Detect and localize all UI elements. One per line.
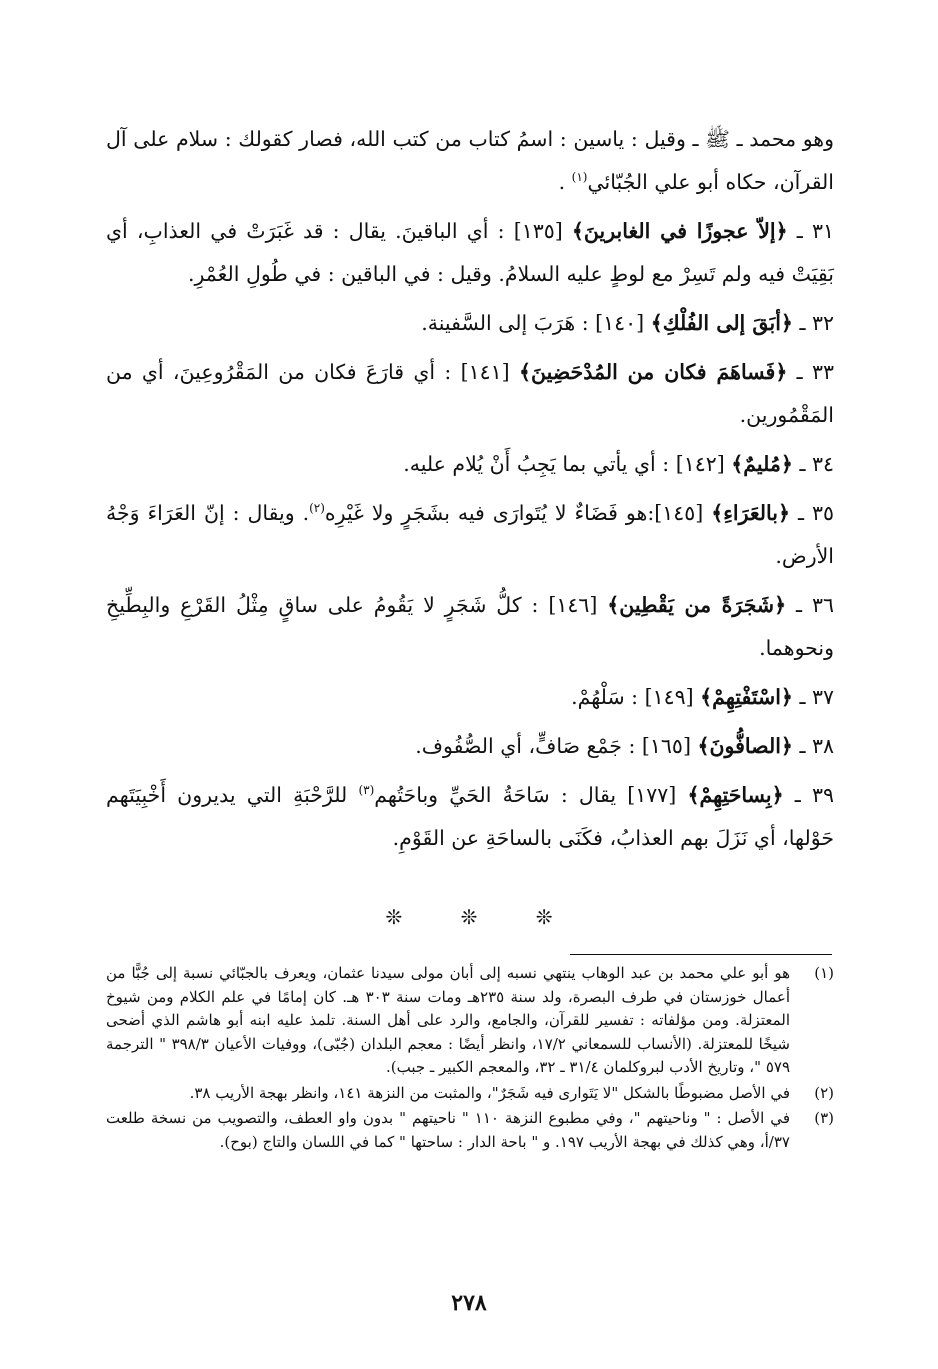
entry-text: : أي قارَعَ فكان من المَقْرُوعِينَ، أي من المَقْمُورين.	[106, 360, 834, 427]
footnote-text: في الأصل مضبوطًا بالشكل "لا يَتَوارى فيه شَجَرٌ"، والمثبت من النزهة ١٤١، وانظر بهجة الأريب ٣٨.	[189, 1083, 790, 1102]
footnote-marker[interactable]: (٢)	[309, 501, 325, 516]
entry-36	[106, 584, 834, 670]
entry-text: : هَرَبَ إلى السَّفينة.	[421, 311, 596, 335]
entry-text: : سَلْهُمْ.	[571, 685, 645, 709]
footnote-item	[106, 962, 834, 1080]
entry-34	[106, 443, 834, 486]
entry-text: :هو فَضَاءٌ لا يُتَوارَى فيه بشَجَرٍ ولا غَيْرِه	[324, 501, 655, 525]
quran-quote: ﴿الصافُّونَ﴾	[697, 734, 793, 758]
asterism-star-icon: ❊	[385, 905, 403, 929]
intro-paragraph	[106, 118, 834, 204]
quran-quote: ﴿فَساهَمَ فكان من المُدْحَضِينَ﴾	[518, 360, 788, 384]
asterism-star-icon: ❊	[535, 905, 553, 929]
intro-end: .	[558, 170, 572, 194]
entry-31	[106, 210, 834, 296]
quran-quote: ﴿أبَقَ إلى الفُلْكِ﴾	[650, 311, 793, 335]
footnote-text: هو أبو علي محمد بن عبد الوهاب ينتهي نسبه إلى أبان مولى سيدنا عثمان، ويعرف بالجبّائي نسبة إلى جُبًّا من أعمال خوزستان في طرف البصرة، ولد سنة ٢٣٥هـ ومات سنة ٣٠٣ هـ. كان إمامًا في علم الكلام ومن شيوخ المعتزلة. ومن مؤلفاته : تفسير للقرآن، والجامع، والرد على أهل السنة. تلمذ عليه ابنه أبو هاشم الذي أضحى شيخًا للمعتزلة. (الأنساب للسمعاني ١٧/٢، وانظر أيضًا : معجم البلدان (جُبّى)، ووفيات الأعيان ٣٩٨/٣ " الترجمة ٥٧٩ "، وتاريخ الأدب لبروكلمان ٣١/٤ ـ ٣٢، والمعجم الكبير ـ جبب).	[106, 964, 791, 1076]
entry-text-after: . ويقال : إنّ العَرَاءَ وَجْهُ الأرض.	[106, 501, 834, 568]
quran-quote: ﴿بِساحَتِهِمْ﴾	[687, 783, 784, 807]
entry-number: ٣١ ـ	[796, 219, 834, 243]
verse-reference: [١٤١]	[460, 360, 510, 384]
entry-text-after: للرَّحْبَةِ التي يديرون أَخْبِيَتَهم حَوْلها، أي نَزَلَ بهم العذابُ، فكَنَى بالساحَةِ عن القَوْمِ.	[106, 783, 834, 850]
quran-quote: ﴿إلاّ عجوزًا في الغابرينَ﴾	[571, 219, 788, 243]
footnote-divider	[570, 954, 832, 955]
entry-39	[106, 774, 834, 860]
page-number: ٢٧٨	[451, 1290, 487, 1316]
quran-quote: ﴿مُليمٌ﴾	[731, 452, 793, 476]
verse-reference: [١٣٥]	[513, 219, 563, 243]
entry-text: : أي يأتي بما يَجِبُ أَنْ يُلام عليه.	[403, 452, 676, 476]
verse-reference: [١٤٠]	[595, 311, 645, 335]
footnote-number: (٢)	[814, 1083, 834, 1102]
quran-quote: ﴿شَجَرَةً من يَقْطِين﴾	[607, 593, 787, 617]
quran-quote: ﴿بالعَرَاءِ﴾	[711, 501, 791, 525]
entry-number: ٣٥ ـ	[797, 501, 834, 525]
footnotes-section	[106, 962, 834, 1156]
entry-number: ٣٧ ـ	[799, 685, 834, 709]
footnote-number: (١)	[814, 964, 834, 982]
verse-reference: [١٤٩]	[644, 685, 694, 709]
section-separator	[0, 905, 938, 929]
footnote-marker[interactable]: (١)	[571, 170, 588, 185]
entry-37	[106, 676, 834, 719]
entry-38	[106, 725, 834, 768]
verse-reference: [١٤٢]	[675, 452, 725, 476]
footnote-item	[106, 1107, 834, 1154]
verse-reference: [١٧٧]	[627, 783, 677, 807]
entry-35	[106, 492, 834, 578]
entry-text: يقال : سَاحَةُ الحَيِّ وباحَتُهم	[374, 783, 628, 807]
entry-number: ٣٤ ـ	[799, 452, 834, 476]
entry-text: : أي الباقينَ. يقال : قد غَبَرَتْ في العذابِ، أي بَقِيَتْ فيه ولم تَسِرْ مع لوطٍ عليه السلامُ. وقيل : في الباقين : في طُولِ العُمْرِ.	[106, 219, 834, 286]
entry-number: ٣٣ ـ	[796, 360, 834, 384]
footnote-item	[106, 1082, 834, 1106]
entry-32	[106, 302, 834, 345]
footnote-number: (٣)	[814, 1109, 834, 1127]
entry-number: ٣٢ ـ	[799, 311, 834, 335]
entry-number: ٣٦ ـ	[796, 593, 834, 617]
entry-text: : جَمْع صَافٍّ، أي الصُّفُوف.	[415, 734, 642, 758]
verse-reference: [١٦٥]	[641, 734, 691, 758]
entry-number: ٣٨ ـ	[799, 734, 834, 758]
footnote-text: في الأصل : " وناحيتهم "، وفي مطبوع النزهة ١١٠ " ناحيتهم " بدون واو العطف، والتصويب من نسخة طلعت ٣٧/أ، وهي كذلك في بهجة الأريب ١٩٧. و " باحة الدار : ساحتها " كما في اللسان والتاج (بوح).	[106, 1109, 790, 1151]
entry-text: : كلُّ شَجَرٍ لا يَقُومُ على ساقٍ مِثْلُ القَرْعِ والبِطِّيخِ ونحوهما.	[106, 593, 834, 660]
quran-quote: ﴿اسْتَفْتِهِمْ﴾	[700, 685, 793, 709]
asterism-star-icon: ❊	[460, 905, 478, 929]
main-text-body	[106, 118, 834, 866]
entry-33	[106, 351, 834, 437]
footnote-marker[interactable]: (٣)	[358, 783, 375, 798]
entry-number: ٣٩ ـ	[794, 783, 834, 807]
verse-reference: [١٤٥]	[654, 501, 704, 525]
verse-reference: [١٤٦]	[548, 593, 598, 617]
intro-text: وهو محمد ـ ﷺ ـ وقيل : ياسين : اسمُ كتاب من كتب الله، فصار كقولك : سلام على آل القرآن، حكاه أبو علي الجُبّائي	[106, 127, 834, 194]
